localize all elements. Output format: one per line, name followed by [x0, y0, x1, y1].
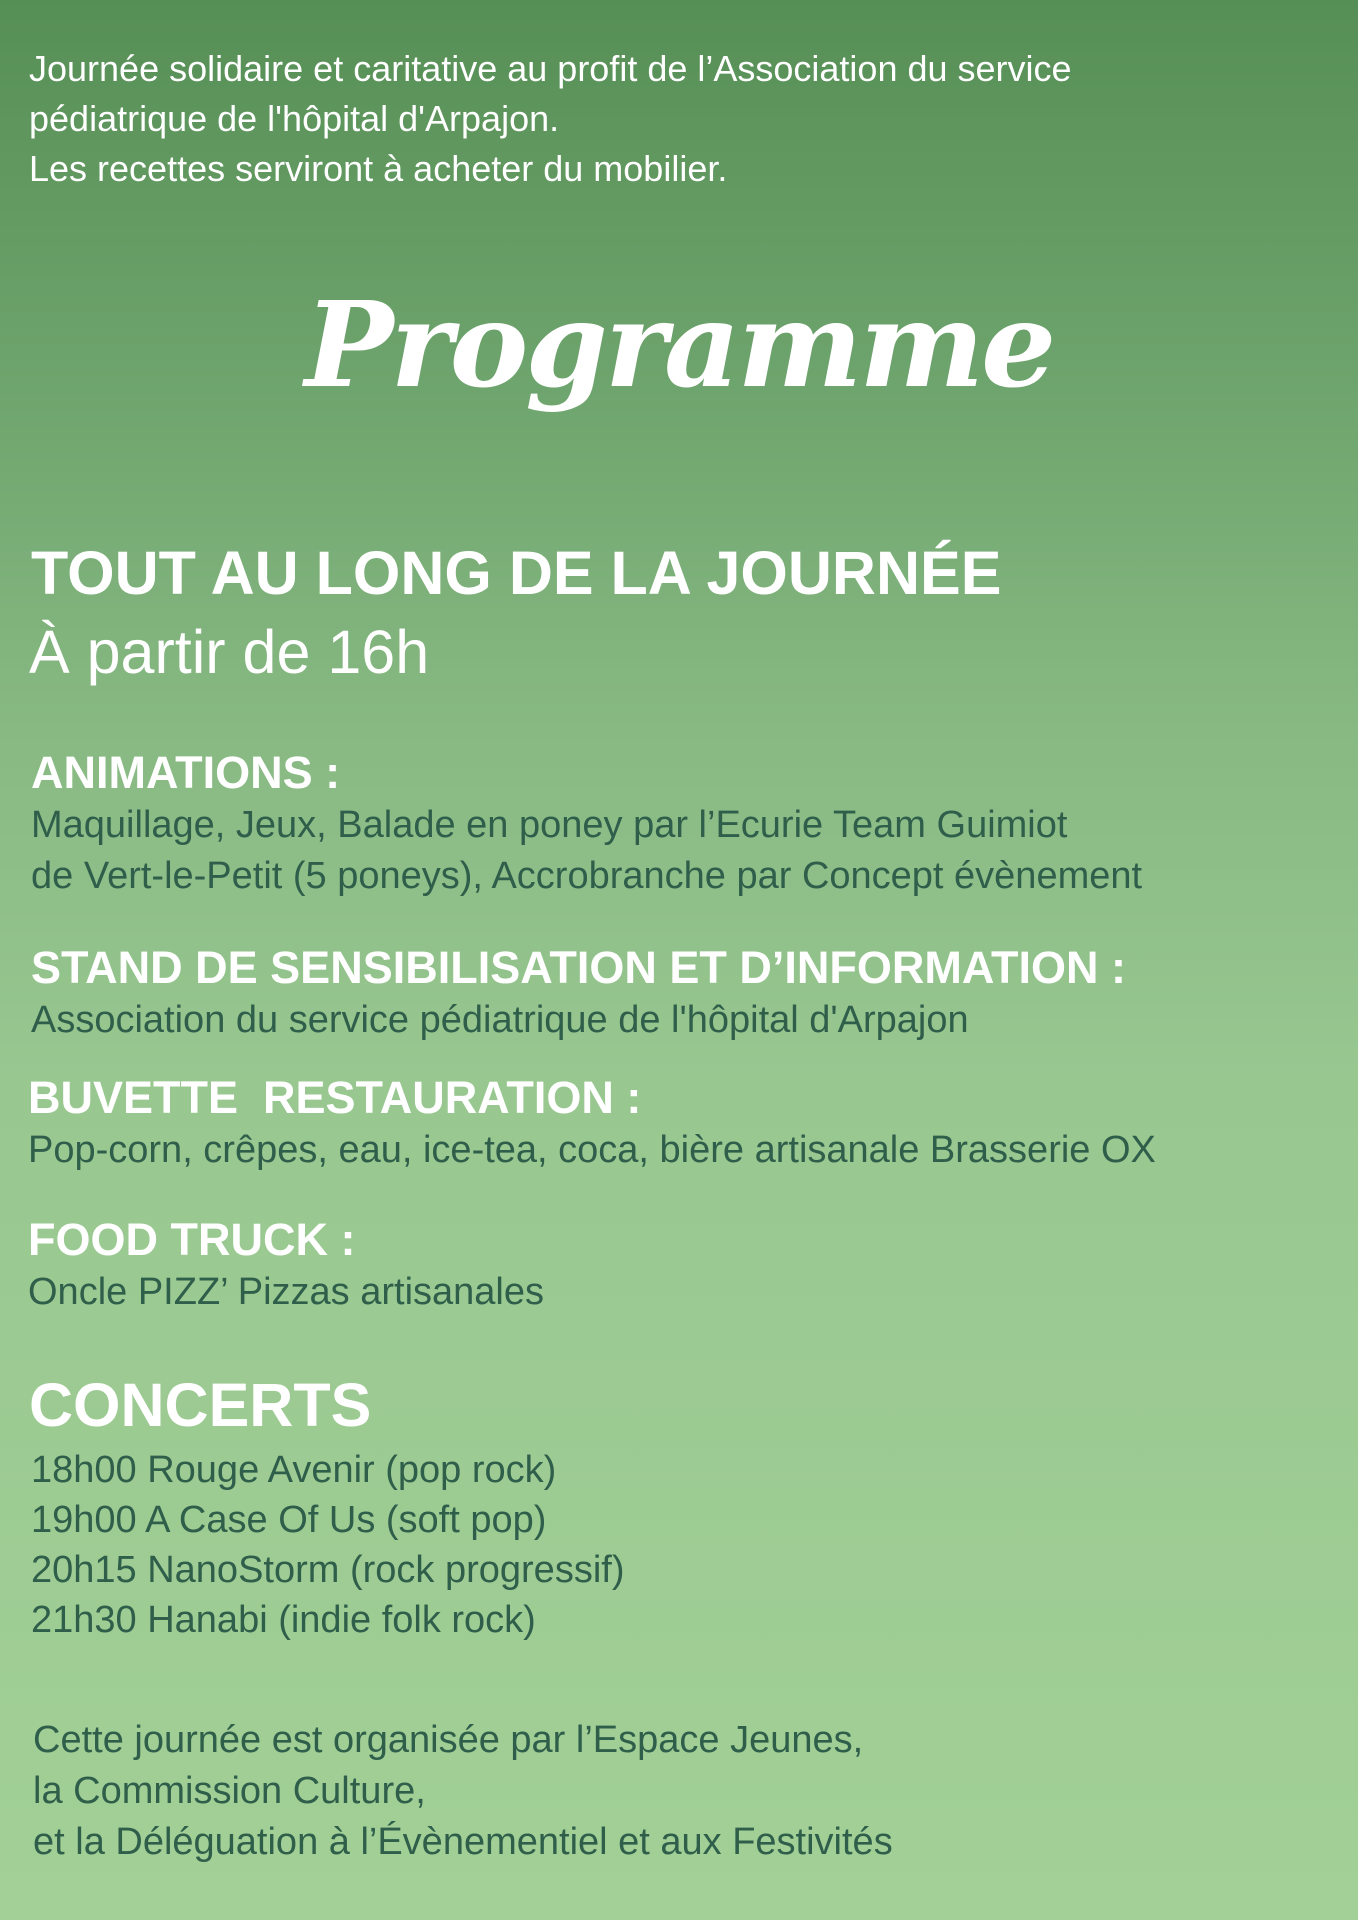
- section-information-stand: [31, 941, 1126, 1046]
- concert-item: 21h30 Hanabi (indie folk rock): [31, 1599, 536, 1641]
- footer-line: et la Déléguation à l’Évènementiel et aux Festivités: [33, 1821, 893, 1863]
- start-time-subheading: À partir de 16h: [29, 618, 430, 686]
- concert-item: 19h00 A Case Of Us (soft pop): [31, 1499, 547, 1541]
- section-line: Maquillage, Jeux, Balade en poney par l’Ecurie Team Guimiot: [31, 804, 1068, 846]
- footer-line: la Commission Culture,: [33, 1770, 426, 1812]
- concerts-list: [31, 1445, 624, 1645]
- organizers-footer: [33, 1715, 893, 1868]
- intro-text: [29, 44, 1319, 194]
- section-title: STAND DE SENSIBILISATION ET D’INFORMATION :: [31, 942, 1126, 993]
- section-line: Association du service pédiatrique de l'hôpital d'Arpajon: [31, 999, 969, 1041]
- section-line: Oncle PIZZ’ Pizzas artisanales: [28, 1271, 544, 1313]
- section-title: FOOD TRUCK :: [28, 1214, 356, 1265]
- section-animations: [31, 746, 1142, 902]
- section-refreshments: [28, 1071, 1156, 1176]
- all-day-heading: TOUT AU LONG DE LA JOURNÉE: [31, 539, 1002, 607]
- programme-title: Programme: [304, 275, 1054, 414]
- intro-line: pédiatrique de l'hôpital d'Arpajon.: [29, 98, 560, 139]
- section-line: Pop-corn, crêpes, eau, ice-tea, coca, bière artisanale Brasserie OX: [28, 1129, 1156, 1171]
- concert-item: 18h00 Rouge Avenir (pop rock): [31, 1449, 557, 1491]
- intro-line: Journée solidaire et caritative au profit de l’Association du service: [29, 48, 1072, 89]
- section-title: ANIMATIONS :: [31, 747, 341, 798]
- concert-item: 20h15 NanoStorm (rock progressif): [31, 1549, 625, 1591]
- footer-line: Cette journée est organisée par l’Espace Jeunes,: [33, 1719, 864, 1761]
- section-line: de Vert-le-Petit (5 poneys), Accrobranche par Concept évènement: [31, 855, 1143, 897]
- section-title: BUVETTE RESTAURATION :: [28, 1072, 642, 1123]
- section-food-truck: [28, 1213, 544, 1318]
- intro-line: Les recettes serviront à acheter du mobilier.: [29, 148, 728, 189]
- concerts-heading: CONCERTS: [29, 1371, 372, 1439]
